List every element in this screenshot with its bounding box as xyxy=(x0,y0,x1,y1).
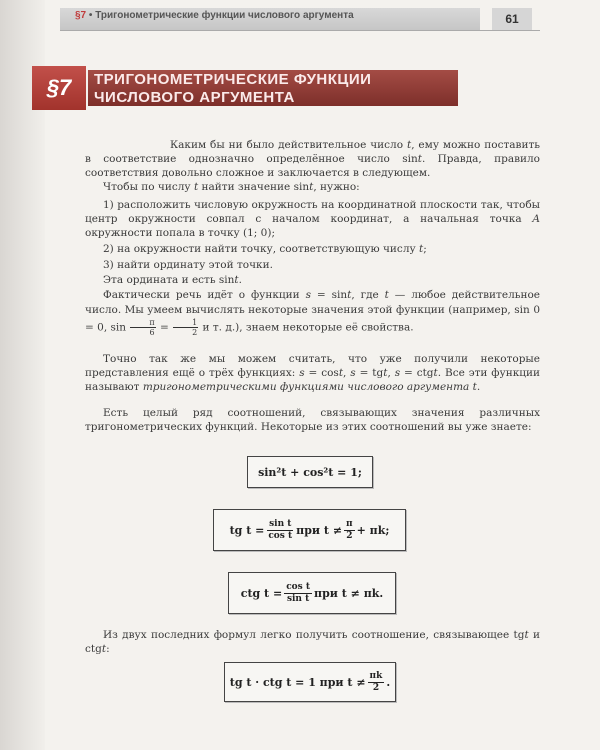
step-3: 3) найти ординату этой точки. xyxy=(103,259,273,271)
paragraph-derive: Из двух последних формул легко получить соотношение, связывающее tgt и ctgt: xyxy=(85,629,540,655)
step-1: 1) расположить числовую окружность на координатной плоскости так, чтобы центр окружности совпал с началом координат, а начальная точка A окружности попала в точку (1; 0); xyxy=(85,199,540,239)
section-badge: §7 xyxy=(32,66,86,110)
formula-tangent: tg t = $\frac{\text{sin t}}{\text{cos t}}$ при t ≠ $\frac{\pi}{2}$ + πk; xyxy=(213,509,406,551)
running-header xyxy=(75,10,354,21)
section-title-line-1: ТРИГОНОМЕТРИЧЕСКИЕ ФУНКЦИИ xyxy=(94,71,372,88)
term-trig-functions: тригонометрическими функциями числового аргумента xyxy=(142,381,470,393)
header-title: Тригонометрические функции числового аргумента xyxy=(95,10,354,21)
paragraph-other-functions: Точно так же мы можем считать, что уже получили некоторые представления ещё о трёх функциях: s = cost, s = tgt, s = ctgt. Все эти функции называют тригонометрическими функциями числового аргумента t. xyxy=(85,353,541,393)
fraction-one-half: $\frac{1}{2}$ xyxy=(173,318,198,337)
header-divider xyxy=(60,30,540,31)
formula-cotangent: ctg t = $\frac{\text{cos t}}{\text{sin t}}$ при t ≠ πk. xyxy=(228,572,396,614)
fraction-pi-over-2: $\frac{\pi}{2}$ xyxy=(346,518,353,541)
page-fold-shadow xyxy=(0,0,45,750)
paragraph-relations: Есть целый ряд соотношений, связывающих значения различных тригонометрических функций. Некоторые из этих соотношений вы уже знаете: xyxy=(85,407,540,433)
fraction-cos-over-sin: $\frac{\text{cos t}}{\text{sin t}}$ xyxy=(286,581,311,604)
paragraph-procedure: Чтобы по числу t найти значение sint, нужно: xyxy=(103,181,360,193)
formula-tg-ctg-product: tg t · ctg t = 1 при t ≠ $\frac{\pi k}{2}$ . xyxy=(224,662,396,702)
header-section-mark: §7 xyxy=(75,10,87,21)
paragraph-ordinate: Эта ордината и есть sint. xyxy=(103,274,242,286)
step-2: 2) на окружности найти точку, соответствующую числу t; xyxy=(103,243,427,255)
formula-pythagorean-identity: sin²t + cos²t = 1; xyxy=(247,456,373,488)
page-number: 61 xyxy=(492,8,532,30)
section-title-line-2: ЧИСЛОВОГО АРГУМЕНТА xyxy=(94,89,295,106)
fraction-sin-over-cos: $\frac{\text{sin t}}{\text{cos t}}$ xyxy=(268,518,293,541)
paragraph-intro: Каким бы ни было действительное число t, ему можно поставить в соответствие однозначно определённое число sint. Правда, правило соответствия довольно сложное и заключается в следующем. xyxy=(85,139,540,179)
fraction-pi-over-6: $\frac{\pi}{6}$ xyxy=(130,318,155,337)
header-bullet: • xyxy=(88,10,93,21)
paragraph-function-sin: Фактически речь идёт о функции s = sint, где t — любое действительное число. Мы умеем вычислять некоторые значения этой функции (например, sin 0 = 0, sin $\frac{\pi}{6}$ = $\frac{1}{2}$ и т. д.), знаем некоторые её свойства. xyxy=(85,289,540,337)
fraction-pik-over-2: $\frac{\pi k}{2}$ xyxy=(369,670,383,693)
